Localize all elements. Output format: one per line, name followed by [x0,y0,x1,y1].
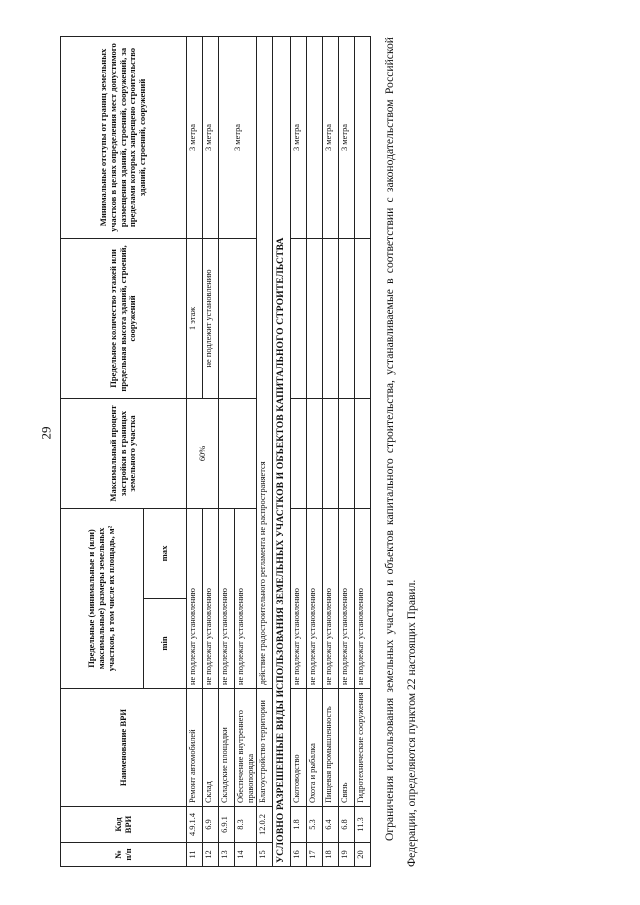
table-row [219,36,235,866]
cell-percent-empty [323,398,339,508]
header-min: min [144,599,187,689]
cell-code: 4.9.1.4 [187,807,203,843]
section-title: УСЛОВНО РАЗРЕШЕННЫЕ ВИДЫ ИСПОЛЬЗОВАНИЯ ЗЕМЕЛЬНЫХ УЧАСТКОВ И ОБЪЕКТОВ КАПИТАЛЬНОГО СТРОИТЕЛЬСТВА [273,36,291,866]
cell-num: 14 [235,843,257,867]
cell-size: не подлежат установлению [235,508,257,688]
cell-name: Гидротехнические сооружения [355,689,371,807]
page-number: 29 [38,426,54,440]
cell-size: не подлежат установлению [203,508,219,688]
regulations-table [60,36,371,867]
cell-num: 19 [339,843,355,867]
cell-size: не подлежат установлению [323,508,339,688]
cell-percent: 60% [187,398,219,508]
cell-num: 12 [203,843,219,867]
cell-name: Пищевая промышленность [323,689,339,807]
header-setback: Минимальные отступы от границ земельных участков в целях определения мест допустимого размещения зданий, строений, сооружений, за пределами которых запрещено строительство зданий, строений, сооружений [61,36,187,238]
cell-size: не подлежат установлению [219,508,235,688]
cell-num: 18 [323,843,339,867]
cell-code: 6.8 [339,807,355,843]
cell-size: не подлежат установлению [339,508,355,688]
header-size: Предельные (минимальные и (или) максимальные) размеры земельных участков, в том числе их площадь, м² [61,508,144,688]
cell-size: не подлежат установлению [355,508,371,688]
cell-floors-empty [323,238,339,398]
cell-name: Ремонт автомобилей [187,689,203,807]
cell-name: Охота и рыбалка [307,689,323,807]
cell-name: Благоустройство территории [257,689,273,807]
table-row [307,36,323,866]
cell-num: 11 [187,843,203,867]
cell-size: не подлежат установлению [187,508,203,688]
table-row [257,36,273,866]
cell-floors-empty [355,238,371,398]
cell-setback: 3 метра [291,36,307,238]
cell-floors-empty [291,238,307,398]
cell-code: 6.4 [323,807,339,843]
cell-regulation-note: действие градостроительного регламента не распространяется [257,36,273,688]
cell-percent-empty [219,398,257,508]
cell-name: Связь [339,689,355,807]
cell-num: 13 [219,843,235,867]
cell-name: Скотоводство [291,689,307,807]
cell-code: 8.3 [235,807,257,843]
cell-num: 20 [355,843,371,867]
table-row [187,36,203,866]
cell-setback: 3 метра [203,36,219,238]
restrictions-note: Ограничения использования земельных участков и объектов капитального строительства, устанавливаемые в соответствии с законодательством Российской Федерации, определяются пунктом 22 настоящих Правил. [383,37,419,867]
cell-setback [307,36,323,238]
cell-floors: 1 этаж [187,238,203,398]
header-code: Код ВРИ [61,807,187,843]
header-floors: Предельное количество этажей или предельная высота зданий, строений, сооружений [61,238,187,398]
cell-percent-empty [355,398,371,508]
cell-floors: не подлежит установлению [203,238,219,398]
cell-name: Склад [203,689,219,807]
cell-setback: 3 метра [323,36,339,238]
cell-setback [355,36,371,238]
cell-floors-empty [339,238,355,398]
cell-size: не подлежат установлению [291,508,307,688]
cell-code: 5.3 [307,807,323,843]
cell-name: Обеспечение внутреннего правопорядка [235,689,257,807]
cell-percent-empty [307,398,323,508]
cell-floors-empty [307,238,323,398]
rotated-page-content [60,37,500,867]
cell-num: 15 [257,843,273,867]
table-row [323,36,339,866]
cell-percent-empty [291,398,307,508]
cell-setback: 3 метра [219,36,257,238]
cell-percent-empty [339,398,355,508]
cell-name: Складские площадки [219,689,235,807]
cell-code: 1.8 [291,807,307,843]
cell-code: 12.0.2 [257,807,273,843]
cell-code: 6.9.1 [219,807,235,843]
cell-num: 17 [307,843,323,867]
table-row [291,36,307,866]
table-row [355,36,371,866]
header-percent: Максимальный процент застройки в границах земельного участка [61,398,187,508]
cell-setback: 3 метра [187,36,203,238]
header-name: Наименование ВРИ [61,689,187,807]
header-max: max [144,508,187,598]
table-row [339,36,355,866]
section-row [273,36,291,866]
cell-num: 16 [291,843,307,867]
cell-code: 6.9 [203,807,219,843]
cell-size: не подлежат установлению [307,508,323,688]
cell-code: 11.3 [355,807,371,843]
cell-setback: 3 метра [339,36,355,238]
cell-floors-empty [219,238,257,398]
header-num: № п/п [61,843,187,867]
